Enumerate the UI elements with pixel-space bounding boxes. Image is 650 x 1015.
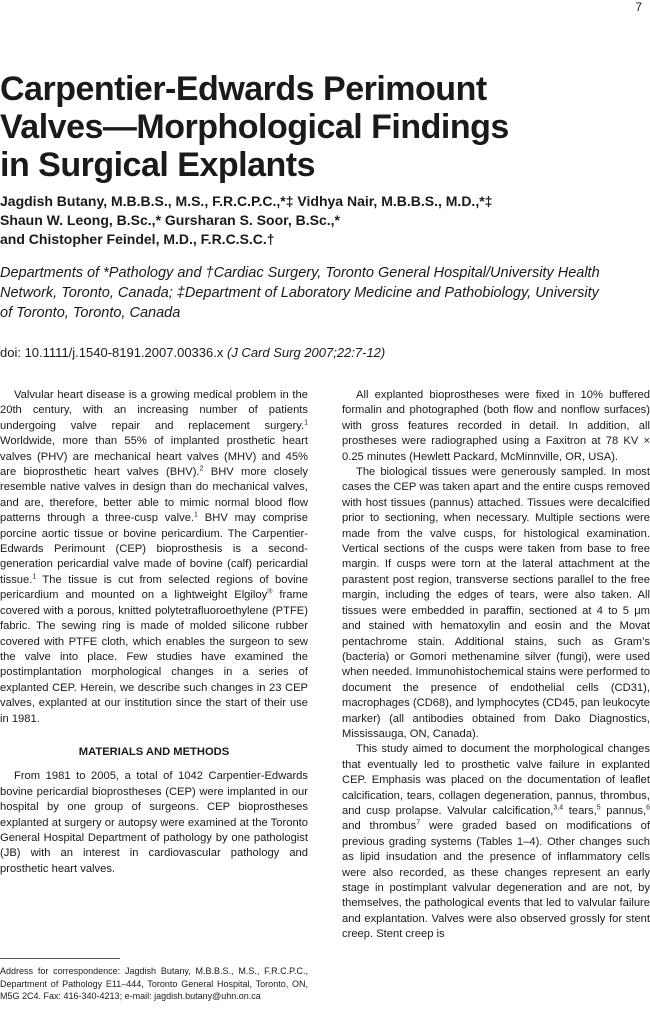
author-list bbox=[0, 192, 640, 249]
affiliation-line-2: Network, Toronto, Canada; ‡Department of Laboratory Medicine and Pathobiology, University bbox=[0, 285, 599, 301]
title-line-3: in Surgical Explants bbox=[0, 146, 315, 184]
page-number: 7 bbox=[635, 0, 642, 14]
author-line-3: and Chistopher Feindel, M.D., F.R.C.S.C.† bbox=[0, 231, 275, 247]
author-line-1: Jagdish Butany, M.B.B.S., M.S., F.R.C.P.C.,*‡ Vidhya Nair, M.B.B.S., M.D.,*‡ bbox=[0, 193, 493, 209]
sampling-paragraph: The biological tissues were generously sampled. In most cases the CEP was taken apart and the entire cusps removed with host tissues (pannus) attached. Tissues were decalcified prior to sectioning, when necessary. Multiple sections were made from the valve cusps, for histological examination. Vertical sections of the cusps were taken from base to free margin. If cusps were torn at the lateral attachment at the parastent post region, transverse sections parallel to the free margin, including the edges of tears, were also taken. All tissues were embedded in paraffin, sectioned at 4 to 5 μm and stained with hematoxylin and eosin and the Movat pentachrome stain. Additional stains, such as Gram’s (bacteria) or Gomori methenamine silver (fungi), were used when needed. Immunohistochemical stains were performed to document the presence of endothelial cells (CD31), macrophages (CD68), and lymphocytes (CD45, pan leukocyte marker) (all antibodies obtained from Dako Diagnostics, Mississauga, ON, Canada). bbox=[342, 466, 650, 740]
journal-citation: (J Card Surg 2007;22:7-12) bbox=[226, 345, 386, 360]
correspondence-footnote: Address for correspondence: Jagdish Butany, M.B.B.S., M.S., F.R.C.P.C., Department of Pathology E11–444, Toronto General Hospital, Toronto, ON, M5G 2C4. Fax: 416-340-4213; e-mail: jagdish.butany@uhn.on.ca bbox=[0, 966, 308, 1001]
study-aim-paragraph: This study aimed to document the morphological changes that eventually led to prosthetic valve failure in explanted CEP. Emphasis was placed on the documentation of leaflet calcification, tears, collagen degeneration, pannus, thrombus, and cusp prolapse. Valvular calcification,$^{3,4}$ tears,$^5$ pannus,$^6$ and thrombus$^7$ were graded based on modifications of previous grading systems (Tables 1–4). Other changes such as lipid insudation and the presence of inflammatory cells were also recorded, as these changes represent an early stage in postimplant valvular degeneration and are not, by themselves, the pathological events that led to valvular failure and explantation. Valves were also observed grossly for stent creep. Stent creep is bbox=[342, 743, 650, 941]
title-line-2: Valves—Morphological Findings bbox=[0, 108, 509, 146]
section-heading-methods: MATERIALS AND METHODS bbox=[78, 745, 230, 758]
affiliation-line-1: Departments of *Pathology and †Cardiac Surgery, Toronto General Hospital/University Health bbox=[0, 265, 600, 281]
footnote-divider bbox=[0, 958, 120, 959]
left-column bbox=[0, 388, 308, 877]
intro-paragraph: Valvular heart disease is a growing medical problem in the 20th century, with an increasing number of patients undergoing valve repair and replacement surgery.$^1$ Worldwide, more than 55% of implanted prosthetic heart valves (PHV) are mechanical heart valves (MHV) and 45% are bioprosthetic heart valves (BHV).$^2$ BHV more closely resemble native valves in design than do mechanical valves, and are, therefore, better able to mimic normal blood flow patterns through a three-cusp valve.$^1$ BHV may comprise porcine aortic tissue or bovine pericardium. The Carpentier-Edwards Perimount (CEP) bioprosthesis is a second-generation pericardial valve made of bovine (calf) pericardial tissue.$^1$ The tissue is cut from selected regions of bovine pericardium and mounted on a lightweight Elgiloy® frame covered with a porous, knitted polytetrafluoroethylene (PTFE) fabric. The sewing ring is made of molded silicone rubber covered with PTFE cloth, which enables the surgeon to sew the valve into place. Few studies have examined the postimplantation morphological changes in a series of explanted CEP. Herein, we describe such changes in 23 CEP valves, explanted at our institution since the start of their use in 1981. bbox=[0, 389, 308, 725]
author-line-2: Shaun W. Leong, B.Sc.,* Gursharan S. Soor, B.Sc.,* bbox=[0, 212, 340, 228]
affiliations bbox=[0, 263, 650, 323]
doi: doi: 10.1111/j.1540-8191.2007.00336.x bbox=[0, 345, 224, 360]
methods-paragraph: From 1981 to 2005, a total of 1042 Carpentier-Edwards bovine pericardial bioprostheses (CEP) were implanted in our hospital by one group of surgeons. CEP bioprostheses explanted at surgery or autopsy were examined at the Toronto General Hospital Department of pathology by one pathologist (JB) with an interest in cardiovascular pathology and prosthetic heart valves. bbox=[0, 770, 308, 875]
title-line-1: Carpentier-Edwards Perimount bbox=[0, 70, 487, 108]
fixation-paragraph: All explanted bioprostheses were fixed in 10% buffered formalin and photographed (both flow and nonflow surfaces) with gross features recorded in detail. In addition, all prostheses were radiographed using a Faxitron at 78 KV × 0.25 minutes (Hewlett Packard, McMinnville, OR, USA). bbox=[342, 389, 650, 463]
right-column bbox=[342, 388, 650, 943]
affiliation-line-3: of Toronto, Toronto, Canada bbox=[0, 305, 181, 321]
article-title bbox=[0, 70, 640, 184]
doi-line bbox=[0, 345, 385, 360]
